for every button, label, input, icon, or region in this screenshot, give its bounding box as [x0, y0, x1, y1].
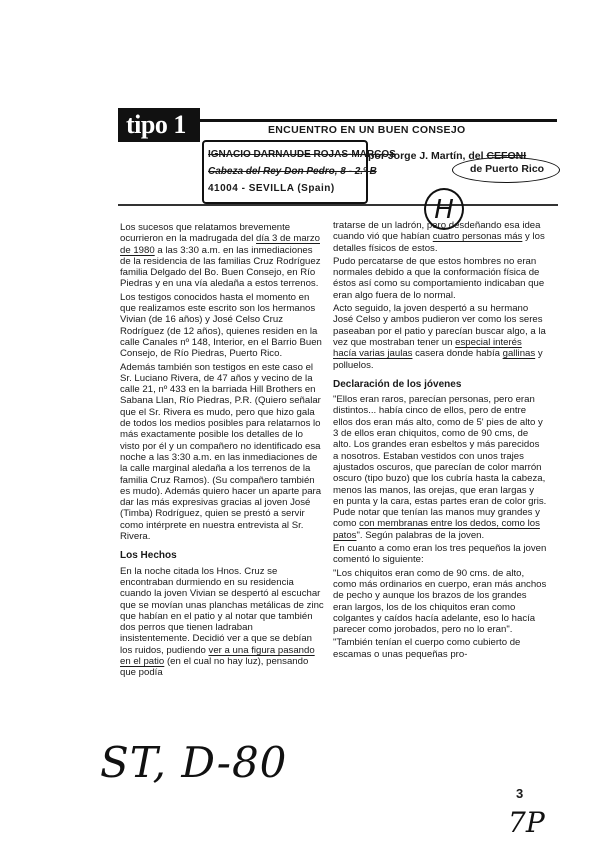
circled-letter-annotation: H: [424, 188, 464, 230]
paragraph: Además también son testigos en este caso el Sr. Luciano Rivera, de 47 años y vecino de la calle 21, nº 433 en la barriada Hill Brothers en Sabana Llan, Río Piedras, P.R. (Quiero señalar que el Sr. Rivera es mudo, pero que hizo gala de todos los medios posibles para relatarnos lo más exactamente posible los detalles de lo visto por él y un compañero no identificado esa noche a las 3:30 a.m. en las inmediaciones de la calle marginal aledaña a los terrenos de la familia Cruz Ramos). (Su compañero también es mudo). Además quiero hacer un aparte para dar las más expresivas gracias al joven José (Timba) Rodríguez, quien se prestó a servir como intérprete en nuestra entrevista al Sr. Rivera.: [120, 361, 322, 543]
address-stamp: [202, 140, 396, 204]
paragraph: Los sucesos que relatamos brevemente ocurrieron en la madrugada del día 3 de marzo de 1980 a las 3:30 a.m. en las inmediaciones de la residencia de las familias Cruz Rodríguez familia Delgado del Bo. Buen Consejo, en Río Piedras y en una vía aledaña a estos terrenos.: [120, 222, 321, 290]
paragraph: "Ellos eran raros, parecían personas, pero eran distintos... había cinco de ellos, pero de entre ellos dos eran más alto, como de 5' pies de alto y 3 de ellos eran chiquitos, como de 90 cms, de alto. Los grandes eran esbeltos y más parecidos a nosotros. Estaban vestidos con unos trajes ajustados oscuros, que parecían de color marrón oscuro (tipo buzo) que los cubría hasta la cabeza, menos las manos, las orejas, que eran largas y en punta y la cara, estas partes eran de color gris. Pude notar que tenían las manos muy grandes y como con membranas entre los dedos, como los patos". Según palabras de la joven.: [333, 394, 547, 541]
paragraph: "También tenían el cuerpo como cubierto de escamas o unas pequeñas pro-: [333, 637, 521, 660]
underlined-phrase: especial interés hacía varias jaulas: [333, 336, 522, 360]
author-org: CEFONI: [486, 150, 527, 162]
column-left: [120, 222, 325, 681]
paragraph: "Los chiquitos eran como de 90 cms. de alto, como más ordinarios en cuerpo, eran más anchos de pecho y aunque los brazos de los grandes eran largos, los de los chiquitos eran como colgantes y caídos hacía adelante, eso lo hacía parecer como jorobados, pero no lo eran".: [333, 567, 547, 636]
page-number: 3: [516, 786, 524, 801]
header-separator: [118, 204, 558, 206]
paragraph: En la noche citada los Hnos. Cruz se encontraban durmiendo en su residencia cuando la joven Vivian se despertó al escuchar que se movían unas planchas metálicas de zinc que habían en el patio y al notar que también dos perros que tienen ladraban insistentemente. Decidió ver a que se debían los ruidos, pudiendo ver a una figura pasando en el patio (en el cual no hay luz), pensando que podía: [120, 565, 324, 679]
stamp-name: IGNACIO DARNAUDE ROJAS-MARCOS: [208, 149, 396, 160]
underlined-date: día 3 de marzo de 1980: [120, 233, 320, 256]
paragraph: tratarse de un ladrón, pero desdeñando esa idea cuando vió que habían cuatro personas más y los detalles físicos de estos.: [333, 220, 545, 254]
author-prefix: por Jorge J. Martín, del: [368, 150, 484, 162]
underlined-phrase: con membranas entre los dedos, como los patos: [333, 518, 540, 541]
column-right: [333, 220, 547, 662]
paragraph: En cuanto a como eran los tres pequeños la joven comentó lo siguiente:: [333, 543, 547, 566]
author-suffix: de Puerto Rico: [470, 163, 545, 175]
stamp-city: 41004 - SEVILLA (Spain): [208, 183, 335, 194]
stamp-street: Cabeza del Rey Don Pedro, 8 - 2.º B: [208, 166, 377, 177]
paragraph: Acto seguido, la joven despertó a su hermano José Celso y ambos pudieron ver como los seres paseaban por el patio y parecían buscar algo, a la vez que mostraban tener un especial interés hacía varias jaulas casera donde había gallinas y polluelos.: [333, 303, 546, 371]
paragraph: Pudo percatarse de que estos hombres no eran normales debido a que la conformación física de éstos así como su comportamiento indicaban que eran algo fuera de lo normal.: [333, 255, 545, 301]
article-title: ENCUENTRO EN UN BUEN CONSEJO: [268, 124, 466, 136]
header-rule: [200, 119, 557, 122]
paragraph: Los testigos conocidos hasta el momento en que realizamos este escrito son los hermanos Vivian (de 16 años) y José Celso Cruz Rodríguez (de 12 años), quienes residen en la calle Canales nº 148, Interior, en el Barrio Buen Consejo, de Río Piedras, Puerto Rico.: [120, 291, 322, 360]
handwritten-page-marker: 7P: [508, 806, 545, 839]
subheading: Los Hechos: [120, 550, 177, 562]
handwritten-reference: ST, D-80: [100, 738, 288, 787]
subheading: Declaración de los jóvenes: [333, 378, 462, 390]
underlined-phrase: ver a una figura pasando en el patio: [120, 644, 315, 667]
underlined-word: gallinas: [502, 348, 536, 360]
underlined-phrase: cuatro personas más: [432, 231, 523, 243]
section-label: tipo 1: [118, 108, 200, 142]
